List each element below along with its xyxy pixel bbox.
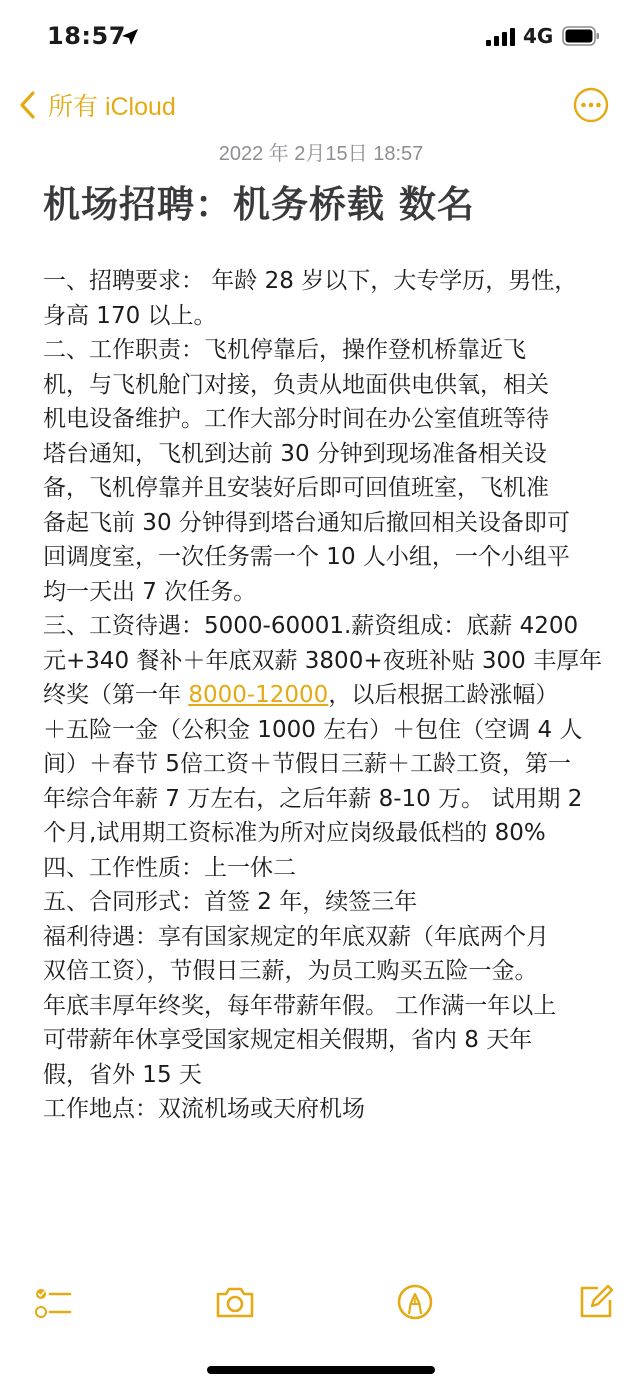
note-title[interactable]: 机场招聘：机务桥载 数名 <box>43 183 475 226</box>
note-line <box>43 402 603 437</box>
note-body[interactable] <box>43 264 603 1127</box>
note-text: 可带薪年休享受国家规定相关假期，省内 8 天年 <box>43 1027 533 1053</box>
bottom-toolbar <box>0 1280 642 1330</box>
note-text: 备起飞前 30 分钟得到塔台通知后撤回相关设备即可 <box>43 509 570 536</box>
note-line <box>43 264 603 299</box>
note-text: 年底丰厚年终奖，每年带薪年假。 工作满一年以上 <box>43 992 557 1019</box>
compose-icon[interactable] <box>574 1280 618 1324</box>
note-text: 元+340 餐补＋年底双薪 3800+夜班补贴 300 丰厚年 <box>43 647 603 674</box>
status-time: 18:57 <box>47 22 126 50</box>
home-indicator[interactable] <box>207 1366 435 1374</box>
note-line <box>43 713 603 748</box>
chevron-left-icon <box>18 90 38 120</box>
back-button[interactable] <box>18 88 176 122</box>
note-line <box>43 540 603 575</box>
note-text: 个月,试用期工资标准为所对应岗级最低档的 80% <box>43 820 546 846</box>
note-text: 备，飞机停靠并且安装好后即可回值班室，飞机准 <box>43 475 549 501</box>
note-date: 2022 年 2月15日 18:57 <box>218 143 424 165</box>
note-text: 机，与飞机舱门对接，负责从地面供电供氧，相关 <box>43 371 549 398</box>
note-text: 四、工作性质：上一休二 <box>43 854 296 881</box>
note-line <box>43 575 603 610</box>
note-line <box>43 851 603 886</box>
note-line <box>43 506 603 541</box>
note-text: 二、工作职责：飞机停靠后，操作登机桥靠近飞 <box>43 337 526 363</box>
network-type: 4G <box>523 24 554 48</box>
note-line <box>43 782 603 817</box>
note-line <box>43 471 603 506</box>
note-line <box>43 368 603 403</box>
note-line <box>43 954 603 989</box>
note-text: 年综合年薪 7 万左右，之后年薪 8-10 万。 试用期 2 <box>43 785 583 812</box>
battery-icon <box>562 26 600 46</box>
note-text: 终奖（第一年 <box>43 682 189 708</box>
note-text: 机电设备维护。工作大部分时间在办公室值班等待 <box>43 406 549 432</box>
location-arrow-icon <box>120 27 140 47</box>
status-bar <box>0 0 642 72</box>
note-text: 塔台通知，飞机到达前 30 分钟到现场准备相关设 <box>43 440 547 467</box>
note-line <box>43 1023 603 1058</box>
cellular-signal-icon <box>486 28 516 46</box>
note-line <box>43 333 603 368</box>
note-text: 五、合同形式：首签 2 年，续签三年 <box>43 889 418 915</box>
ellipsis-circle-icon[interactable] <box>573 87 609 123</box>
note-line <box>43 437 603 472</box>
note-line <box>43 1092 603 1127</box>
note-line <box>43 609 603 644</box>
note-line <box>43 644 603 679</box>
note-line <box>43 989 603 1024</box>
note-text: ，以后根据工龄涨幅） <box>328 682 559 708</box>
note-text: 工作地点：双流机场或天府机场 <box>43 1096 365 1122</box>
note-text: 均一天出 7 次任务。 <box>43 578 257 605</box>
checklist-icon[interactable] <box>32 1280 76 1324</box>
note-line <box>43 747 603 782</box>
note-text: 三、工资待遇：5000-60001.薪资组成：底薪 4200 <box>43 613 579 639</box>
note-line <box>43 299 603 334</box>
back-button-label: 所有 iCloud <box>48 93 176 121</box>
note-text: 福利待遇：享有国家规定的年底双薪（年底两个月 <box>43 923 549 950</box>
note-text: 身高 170 以上。 <box>43 302 217 329</box>
detected-number-link[interactable]: 8000-12000 <box>188 682 329 708</box>
navigation-bar <box>0 80 642 130</box>
note-line <box>43 816 603 851</box>
note-line <box>43 885 603 920</box>
note-text: 一、招聘要求： 年龄 28 岁以下，大专学历，男性， <box>43 268 578 294</box>
pen-tip-circle-icon[interactable] <box>393 1280 437 1324</box>
camera-icon[interactable] <box>213 1280 257 1324</box>
note-text: ＋五险一金（公积金 1000 左右）＋包住（空调 4 人 <box>43 716 583 743</box>
note-line <box>43 920 603 955</box>
note-text: 双倍工资），节假日三薪，为员工购买五险一金。 <box>43 958 538 984</box>
note-line <box>43 678 603 713</box>
note-text: 假，省外 15 天 <box>43 1061 202 1088</box>
note-text: 间）＋春节 5倍工资＋节假日三薪＋工龄工资，第一 <box>43 751 571 777</box>
note-text: 回调度室，一次任务需一个 10 人小组，一个小组平 <box>43 544 570 570</box>
note-line <box>43 1058 603 1093</box>
